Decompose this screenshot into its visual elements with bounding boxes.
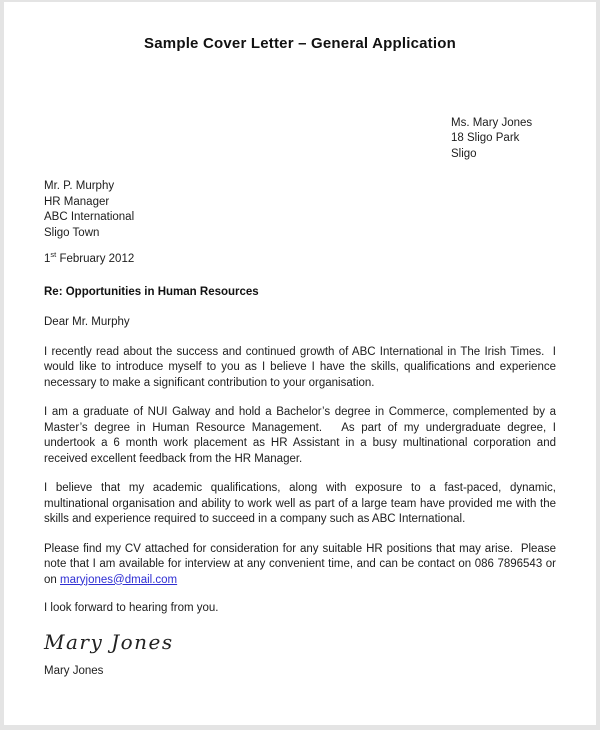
- sender-address: [451, 116, 556, 163]
- signature-handwritten: Mary Jones: [44, 629, 174, 654]
- sender-street: 18 Sligo Park: [451, 132, 520, 144]
- closing-line: I look forward to hearing from you.: [44, 602, 219, 614]
- body-paragraph-2: I am a graduate of NUI Galway and hold a Bachelor’s degree in Commerce, complemented by a Master’s degree in Human Resource Management. As part of my undergraduate degree, I undertook a 6 month work placement as HR Assistant in a busy multinational corporation and received excellent feedback from the HR Manager.: [44, 406, 560, 465]
- date-rest: February 2012: [56, 253, 135, 265]
- letter-title: Sample Cover Letter – General Application: [144, 35, 456, 52]
- recipient-role: HR Manager: [44, 195, 110, 208]
- body-paragraph-3: I believe that my academic qualifications, along with exposure to a fast-paced, dynamic, multinational organisation and ability to work well as part of a large team have provided me with the skills and experience required to succeed in a company such as ABC International.: [44, 482, 560, 525]
- paragraph-4-text: Please find my CV attached for consideration for any suitable HR positions that may arise. Please note that I am available for interview at any convenient time, and can be contact on 086 7896543 or on: [44, 542, 560, 586]
- salutation: Dear Mr. Murphy: [44, 316, 130, 328]
- recipient-address: [44, 179, 556, 241]
- date-ordinal: st: [50, 250, 57, 260]
- signature-typed-name: Mary Jones: [44, 665, 104, 677]
- body-paragraph-1: I recently read about the success and continued growth of ABC International in The Irish Times. I would like to introduce myself to you as I believe I have the skills, qualifications and experience necessary to make a significant contribution to your organisation.: [44, 345, 560, 389]
- sender-city: Sligo: [451, 147, 477, 160]
- recipient-company: ABC International: [44, 211, 135, 223]
- body-paragraph-4: [44, 542, 560, 589]
- subject-line: Re: Opportunities in Human Resources: [44, 285, 259, 298]
- recipient-town: Sligo Town: [44, 226, 100, 239]
- letter-page: [4, 2, 596, 725]
- date-day: 1: [44, 253, 51, 265]
- letter-date: [44, 252, 556, 268]
- recipient-name: Mr. P. Murphy: [44, 180, 115, 192]
- sender-name: Ms. Mary Jones: [451, 116, 533, 129]
- email-link[interactable]: maryjones@dmail.com: [60, 573, 178, 586]
